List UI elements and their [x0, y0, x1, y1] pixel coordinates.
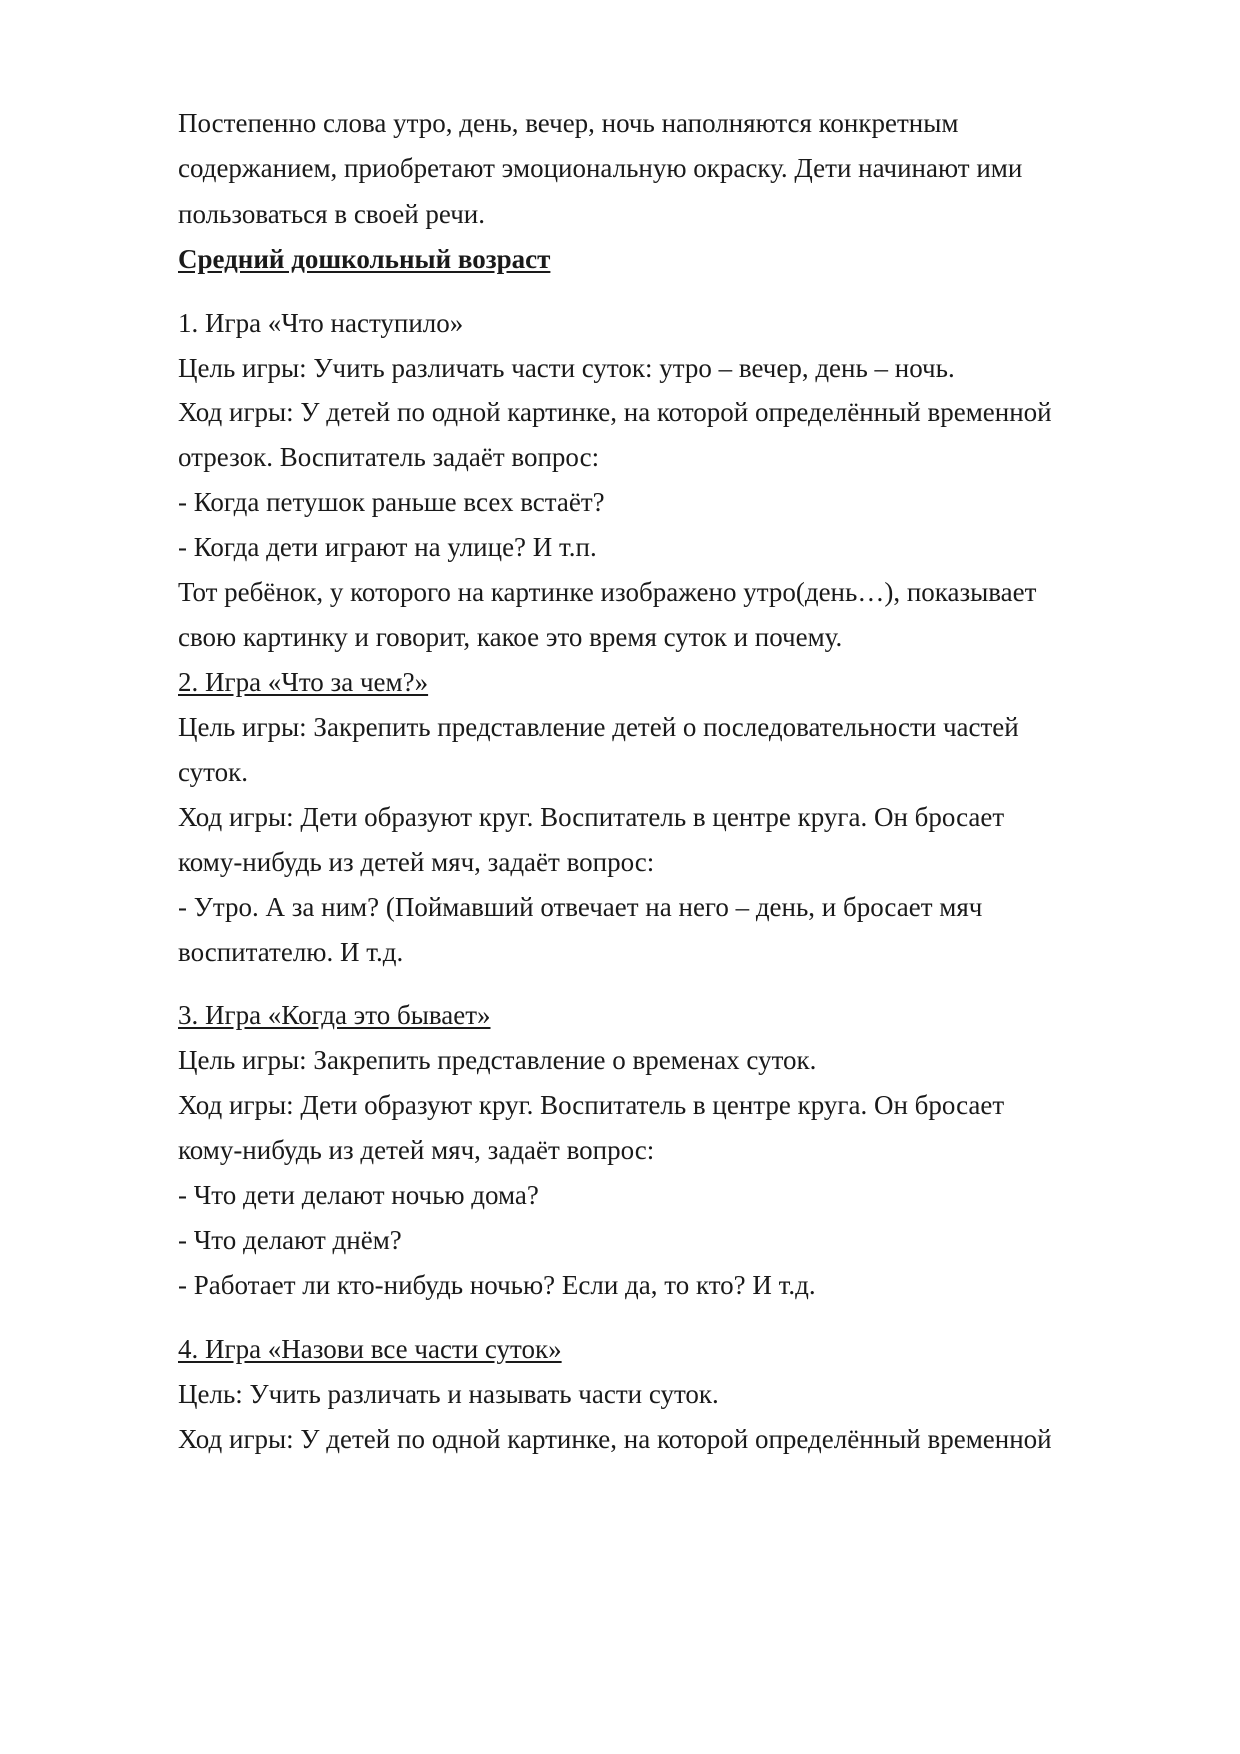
game1-goal: Цель игры: Учить различать части суток: утро – вечер, день – ночь.: [178, 353, 955, 383]
game2-title: 2. Игра «Что за чем?»: [178, 667, 429, 697]
game1-body-line-5: Тот ребёнок, у которого на картинке изображено утро(день…), показывает: [178, 577, 1037, 607]
section-heading: Средний дошкольный возраст: [178, 244, 551, 274]
game1-body-line-6: свою картинку и говорит, какое это время суток и почему.: [178, 622, 843, 652]
game4-title: 4. Игра «Назови все части суток»: [178, 1334, 562, 1364]
intro-line-1: Постепенно слова утро, день, вечер, ночь наполняются конкретным: [178, 108, 959, 138]
game2-body-line-1: Ход игры: Дети образуют круг. Воспитатель в центре круга. Он бросает: [178, 802, 1005, 832]
game2-body-line-2: кому-нибудь из детей мяч, задаёт вопрос:: [178, 847, 655, 877]
game3-body-line-5: - Работает ли кто-нибудь ночью? Если да, то кто? И т.д.: [178, 1270, 816, 1300]
intro-line-2: содержанием, приобретают эмоциональную окраску. Дети начинают ими: [178, 153, 1023, 183]
game3-body-line-4: - Что делают днём?: [178, 1225, 402, 1255]
game3-body-line-1: Ход игры: Дети образуют круг. Воспитатель в центре круга. Он бросает: [178, 1090, 1005, 1120]
intro-line-3: пользоваться в своей речи.: [178, 199, 485, 229]
game1-body-line-3: - Когда петушок раньше всех встаёт?: [178, 487, 605, 517]
game2-goal-line-1: Цель игры: Закрепить представление детей о последовательности частей: [178, 712, 1019, 742]
game3-goal: Цель игры: Закрепить представление о временах суток.: [178, 1045, 817, 1075]
game2-body-line-3: - Утро. А за ним? (Поймавший отвечает на него – день, и бросает мяч: [178, 892, 983, 922]
game3-title: 3. Игра «Когда это бывает»: [178, 1000, 491, 1030]
game4-goal: Цель: Учить различать и называть части суток.: [178, 1379, 719, 1409]
game2-body-line-4: воспитателю. И т.д.: [178, 937, 404, 967]
game1-body-line-4: - Когда дети играют на улице? И т.п.: [178, 532, 597, 562]
game1-body-line-1: Ход игры: У детей по одной картинке, на которой определённый временной: [178, 397, 1052, 427]
game2-goal-line-2: суток.: [178, 757, 248, 787]
game4-body-line-1: Ход игры: У детей по одной картинке, на которой определённый временной: [178, 1424, 1052, 1454]
game3-body-line-2: кому-нибудь из детей мяч, задаёт вопрос:: [178, 1135, 655, 1165]
game1-body-line-2: отрезок. Воспитатель задаёт вопрос:: [178, 442, 600, 472]
game3-body-line-3: - Что дети делают ночью дома?: [178, 1180, 539, 1210]
game1-title: 1. Игра «Что наступило»: [178, 308, 464, 338]
